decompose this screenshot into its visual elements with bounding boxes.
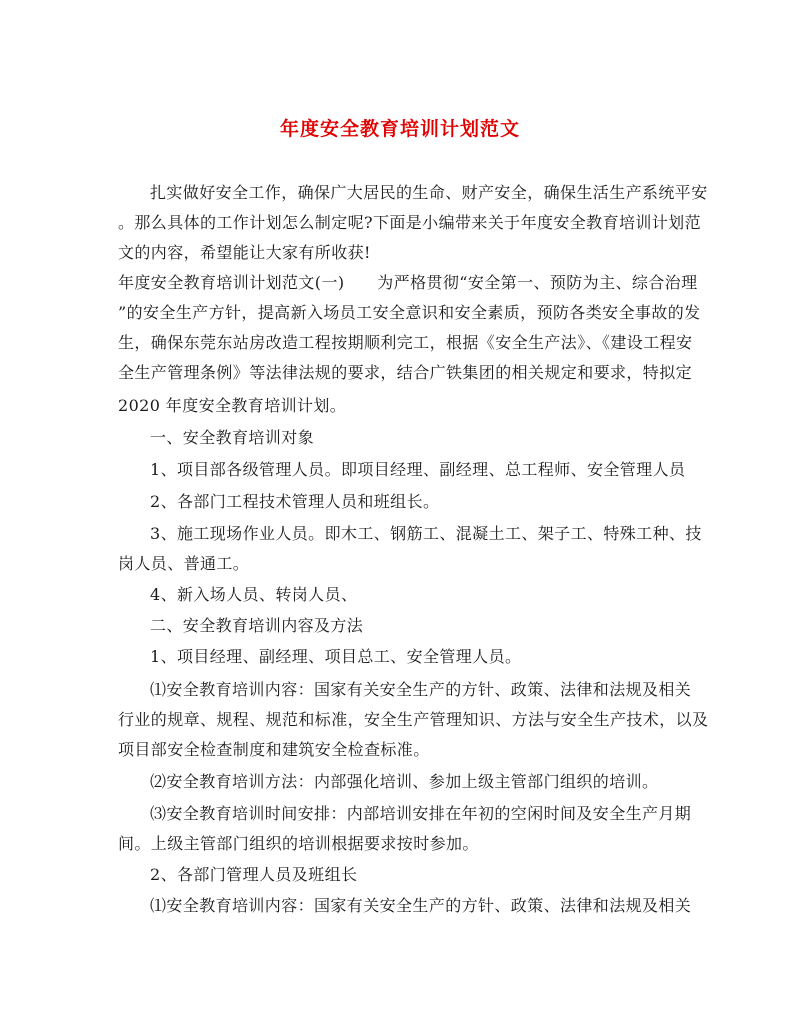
paragraph-line: 文的内容，希望能让大家有所收获! <box>118 243 371 262</box>
document-title: 年度安全教育培训计划范文 <box>279 118 520 140</box>
paragraph-line: ⑴安全教育培训内容：国家有关安全生产的方针、政策、法律和法规及相关 <box>150 680 692 699</box>
section-heading: 一、安全教育培训对象 <box>150 428 315 447</box>
paragraph-line: 项目部安全检查制度和建筑安全检查标准。 <box>118 740 430 759</box>
paragraph-line: 2、各部门工程技术管理人员和班组长。 <box>150 492 440 511</box>
paragraph-line: 扎实做好安全工作，确保广大居民的生命、财产安全，确保生活生产系统平安 <box>150 183 708 202</box>
paragraph-line: ⑴安全教育培训内容：国家有关安全生产的方针、政策、法律和法规及相关 <box>150 896 692 915</box>
section-heading: 二、安全教育培训内容及方法 <box>150 616 364 635</box>
paragraph-line: 3、施工现场作业人员。即木工、钢筋工、混凝土工、架子工、特殊工种、技 <box>150 524 702 543</box>
paragraph-line: 年度安全教育培训计划范文(一) 为严格贯彻“安全第一、预防为主、综合治理 <box>118 273 698 292</box>
paragraph-line: 生，确保东莞东站房改造工程按期顺利完工，根据《安全生产法》、《建设工程安 <box>118 333 693 352</box>
paragraph-line: 1、项目部各级管理人员。即项目经理、副经理、总工程师、安全管理人员 <box>150 460 686 479</box>
paragraph-line: ”的安全生产方针，提高新入场员工安全意识和安全素质，预防各类安全事故的发 <box>118 303 701 322</box>
paragraph-line: ⑵安全教育培训方法：内部强化培训、参加上级主管部门组织的培训。 <box>150 772 659 791</box>
paragraph-line: 。那么具体的工作计划怎么制定呢?下面是小编带来关于年度安全教育培训计划范 <box>118 213 701 232</box>
paragraph-line: ⑶安全教育培训时间安排：内部培训安排在年初的空闲时间及安全生产月期 <box>150 804 692 823</box>
paragraph-line: 岗人员、普通工。 <box>118 554 250 573</box>
paragraph-line: 行业的规章、规程、规范和标准，安全生产管理知识、方法与安全生产技术，以及 <box>118 710 709 729</box>
paragraph-line: 2、各部门管理人员及班组长 <box>150 865 358 884</box>
paragraph-line: 1、项目经理、副经理、项目总工、安全管理人员。 <box>150 647 522 666</box>
paragraph-line: 全生产管理条例》等法律法规的要求，结合广铁集团的相关规定和要求，特拟定 <box>118 363 693 382</box>
paragraph-line: 2020 年度安全教育培训计划。 <box>118 396 347 415</box>
paragraph-line: 间。上级主管部门组织的培训根据要求按时参加。 <box>118 834 479 853</box>
paragraph-line: 4、新入场人员、转岗人员、 <box>150 585 358 604</box>
